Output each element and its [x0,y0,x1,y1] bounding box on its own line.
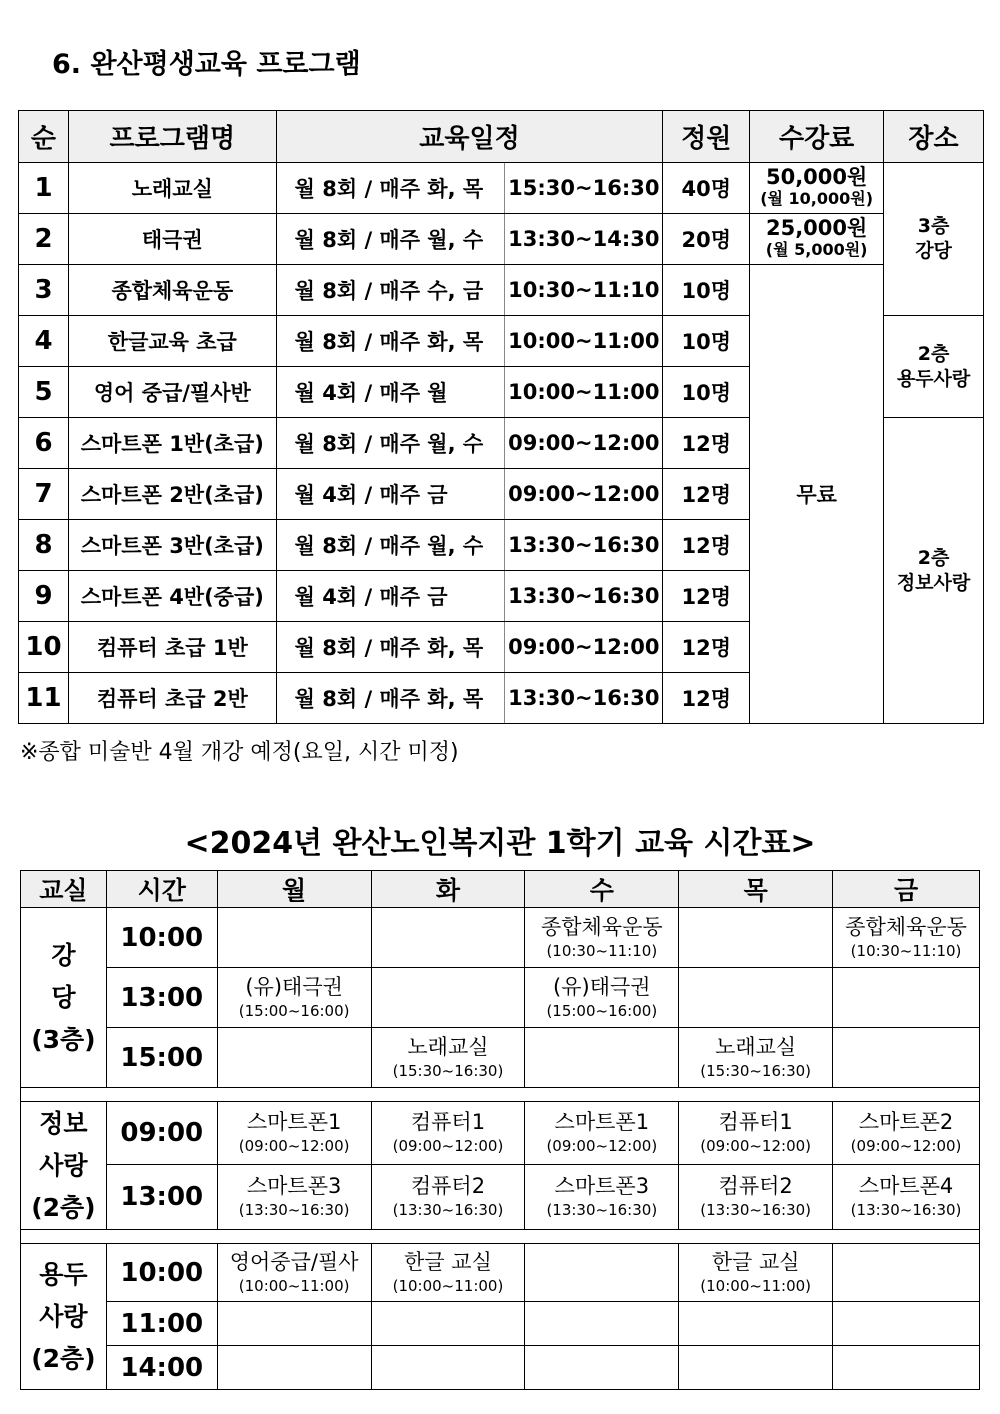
class-name: 노래교실 [715,1034,797,1059]
program-capacity: 20명 [663,214,750,265]
class-cell [833,1165,980,1230]
program-capacity: 12명 [663,622,750,673]
program-schedule: 월 4회 / 매주 금 [276,571,505,622]
class-cell [833,968,980,1028]
class-name: 스마트폰4 [858,1174,954,1198]
class-cell [525,1346,679,1390]
class-name: 컴퓨터2 [410,1174,486,1198]
class-cell [833,1302,980,1346]
timetable-row [21,1244,980,1302]
class-cell [679,1102,833,1165]
timetable-header-row [21,871,980,908]
place-room: 정보사랑 [896,571,971,594]
program-table [18,110,984,724]
class-cell [679,968,833,1028]
table-row [19,214,984,265]
class-cell [833,1244,980,1302]
program-time: 10:30~11:10 [505,265,663,316]
fee-cell [750,163,884,214]
tt-header-time: 시간 [106,871,217,908]
class-cell [525,1028,679,1088]
program-time: 15:30~16:30 [505,163,663,214]
tt-header-thu: 목 [679,871,833,908]
program-time: 10:00~11:00 [505,316,663,367]
class-cell [217,968,371,1028]
class-cell [217,1165,371,1230]
program-header-row [19,111,984,163]
program-schedule: 월 4회 / 매주 금 [276,469,505,520]
place-room: 강당 [915,240,952,262]
class-time: (13:30~16:30) [238,1201,350,1219]
group-spacer [21,1230,980,1244]
row-number: 7 [19,469,69,520]
program-name: 한글교육 초급 [68,316,276,367]
class-time: (15:00~16:00) [238,1001,350,1020]
program-name: 태극권 [68,214,276,265]
header-fee: 수강료 [750,111,884,163]
class-cell [371,1244,525,1302]
room-label-line: 사랑 [39,1301,88,1331]
timetable-row [21,908,980,968]
row-number: 3 [19,265,69,316]
table-row [19,163,984,214]
program-name: 스마트폰 1반(초급) [68,418,276,469]
room-label-line: (2층) [31,1192,96,1222]
class-time: (10:30~11:10) [850,941,962,960]
time-slot: 15:00 [106,1028,217,1088]
program-capacity: 10명 [663,265,750,316]
row-number: 9 [19,571,69,622]
class-cell [679,1244,833,1302]
class-name: 스마트폰2 [858,1110,954,1134]
room-label-line: 당 [51,982,76,1012]
fee-monthly: (월 5,000원) [765,240,868,259]
program-capacity: 10명 [663,367,750,418]
program-capacity: 40명 [663,163,750,214]
class-name: 스마트폰3 [246,1174,342,1198]
program-capacity: 12명 [663,418,750,469]
program-schedule: 월 4회 / 매주 월 [276,367,505,418]
row-number: 2 [19,214,69,265]
group-spacer [21,1088,980,1102]
program-time: 10:00~11:00 [505,367,663,418]
program-name: 스마트폰 2반(초급) [68,469,276,520]
timetable-row [21,1028,980,1088]
program-schedule: 월 8회 / 매주 화, 목 [276,622,505,673]
class-time: (15:00~16:00) [546,1001,658,1020]
class-cell [833,1102,980,1165]
class-cell [217,908,371,968]
program-name: 스마트폰 4반(중급) [68,571,276,622]
class-cell [833,908,980,968]
row-number: 11 [19,673,69,724]
class-cell [525,1165,679,1230]
program-schedule: 월 8회 / 매주 화, 목 [276,673,505,724]
class-cell [833,1028,980,1088]
program-name: 노래교실 [68,163,276,214]
program-name: 스마트폰 3반(초급) [68,520,276,571]
class-time: (13:30~16:30) [546,1201,658,1219]
program-schedule: 월 8회 / 매주 수, 금 [276,265,505,316]
row-number: 4 [19,316,69,367]
class-cell [371,968,525,1028]
class-name: (유)태극권 [553,974,651,999]
class-cell [217,1102,371,1165]
fee-cell [750,214,884,265]
place-room: 용두사랑 [896,367,971,390]
place-cell [884,163,984,316]
header-program-name: 프로그램명 [68,111,276,163]
class-time: (13:30~16:30) [850,1201,962,1219]
program-capacity: 12명 [663,469,750,520]
time-slot: 10:00 [106,908,217,968]
room-label [21,908,107,1088]
row-number: 5 [19,367,69,418]
room-label-line: 강 [51,940,76,970]
room-label-line: 사랑 [39,1150,88,1180]
class-name: 컴퓨터1 [718,1110,793,1134]
class-cell [371,1102,525,1165]
timetable-title: <2024년 완산노인복지관 1학기 교육 시간표> [184,826,816,861]
class-name: 한글 교실 [711,1249,800,1274]
header-place: 장소 [884,111,984,163]
class-cell [525,908,679,968]
class-cell [679,1302,833,1346]
place-cell [884,418,984,724]
program-time: 09:00~12:00 [505,469,663,520]
program-time: 09:00~12:00 [505,418,663,469]
row-number: 10 [19,622,69,673]
fee-free: 무료 [750,265,884,724]
room-label-line: 정보 [39,1108,88,1138]
program-name: 영어 중급/필사반 [68,367,276,418]
class-time: (10:00~11:00) [700,1276,812,1295]
tt-header-mon: 월 [217,871,371,908]
program-capacity: 12명 [663,571,750,622]
time-slot: 11:00 [106,1302,217,1346]
class-name: 스마트폰3 [554,1174,650,1198]
class-time: (13:30~16:30) [700,1201,812,1219]
class-time: (10:00~11:00) [238,1276,350,1295]
class-cell [525,1102,679,1165]
class-name: 컴퓨터1 [410,1110,486,1134]
class-time: (09:00~12:00) [238,1137,350,1155]
table-row [19,265,984,316]
tt-header-room: 교실 [21,871,107,908]
class-time: (09:00~12:00) [546,1137,658,1155]
program-schedule: 월 8회 / 매주 화, 목 [276,316,505,367]
class-cell [679,1165,833,1230]
class-name: 노래교실 [407,1034,489,1059]
class-cell [679,908,833,968]
class-cell [217,1244,371,1302]
room-label [21,1102,107,1230]
fee-total: 50,000원 [765,165,868,189]
class-time: (10:00~11:00) [392,1276,504,1295]
fee-monthly: (월 10,000원) [760,189,874,208]
tt-header-wed: 수 [525,871,679,908]
class-cell [833,1346,980,1390]
row-number: 8 [19,520,69,571]
program-name: 컴퓨터 초급 1반 [68,622,276,673]
program-schedule: 월 8회 / 매주 월, 수 [276,520,505,571]
row-number: 1 [19,163,69,214]
program-time: 09:00~12:00 [505,622,663,673]
program-name: 종합체육운동 [68,265,276,316]
class-cell [679,1028,833,1088]
program-schedule: 월 8회 / 매주 화, 목 [276,163,505,214]
class-time: (15:30~16:30) [392,1061,504,1080]
class-time: (10:30~11:10) [546,941,658,960]
class-time: (09:00~12:00) [850,1137,962,1155]
class-cell [371,1346,525,1390]
time-slot: 13:00 [106,1165,217,1230]
place-floor: 2층 [917,546,950,569]
header-no: 순 [19,111,69,163]
class-name: 한글 교실 [404,1249,492,1274]
timetable-row [21,1165,980,1230]
row-number: 6 [19,418,69,469]
class-name: 스마트폰1 [554,1110,650,1134]
header-capacity: 정원 [663,111,750,163]
program-capacity: 12명 [663,520,750,571]
class-time: (15:30~16:30) [700,1061,812,1080]
time-slot: 14:00 [106,1346,217,1390]
program-capacity: 12명 [663,673,750,724]
room-label-line: (3층) [31,1024,96,1054]
section-title: 6. 완산평생교육 프로그램 [52,49,361,80]
class-cell [525,968,679,1028]
class-name: 종합체육운동 [845,914,967,939]
class-name: 컴퓨터2 [718,1174,793,1198]
room-label [21,1244,107,1390]
program-schedule: 월 8회 / 매주 월, 수 [276,418,505,469]
class-cell [679,1346,833,1390]
class-cell [217,1302,371,1346]
room-label-line: (2층) [31,1343,96,1373]
class-cell [217,1028,371,1088]
class-time: (09:00~12:00) [392,1137,504,1155]
place-floor: 2층 [917,342,950,365]
program-schedule: 월 8회 / 매주 월, 수 [276,214,505,265]
place-floor: 3층 [917,215,950,237]
program-time: 13:30~14:30 [505,214,663,265]
class-name: 스마트폰1 [246,1110,342,1134]
class-name: (유)태극권 [245,974,343,999]
class-cell [371,908,525,968]
class-cell [371,1165,525,1230]
timetable-row [21,1302,980,1346]
program-capacity: 10명 [663,316,750,367]
timetable-row [21,1102,980,1165]
program-time: 13:30~16:30 [505,571,663,622]
class-name: 영어중급/필사 [229,1249,359,1274]
class-time: (13:30~16:30) [392,1201,504,1219]
header-schedule: 교육일정 [276,111,663,163]
class-name: 종합체육운동 [540,914,663,939]
timetable-row [21,968,980,1028]
place-cell [884,316,984,418]
note: ※종합 미술반 4월 개강 예정(요일, 시간 미정) [20,740,459,765]
timetable [20,870,980,1390]
class-cell [371,1302,525,1346]
program-name: 컴퓨터 초급 2반 [68,673,276,724]
class-cell [525,1302,679,1346]
time-slot: 13:00 [106,968,217,1028]
class-cell [525,1244,679,1302]
program-time: 13:30~16:30 [505,673,663,724]
tt-header-fri: 금 [833,871,980,908]
program-time: 13:30~16:30 [505,520,663,571]
tt-header-tue: 화 [371,871,525,908]
time-slot: 09:00 [106,1102,217,1165]
timetable-row [21,1346,980,1390]
time-slot: 10:00 [106,1244,217,1302]
room-label-line: 용두 [39,1259,88,1289]
class-time: (09:00~12:00) [700,1137,812,1155]
class-cell [217,1346,371,1390]
fee-total: 25,000원 [765,216,868,240]
class-cell [371,1028,525,1088]
